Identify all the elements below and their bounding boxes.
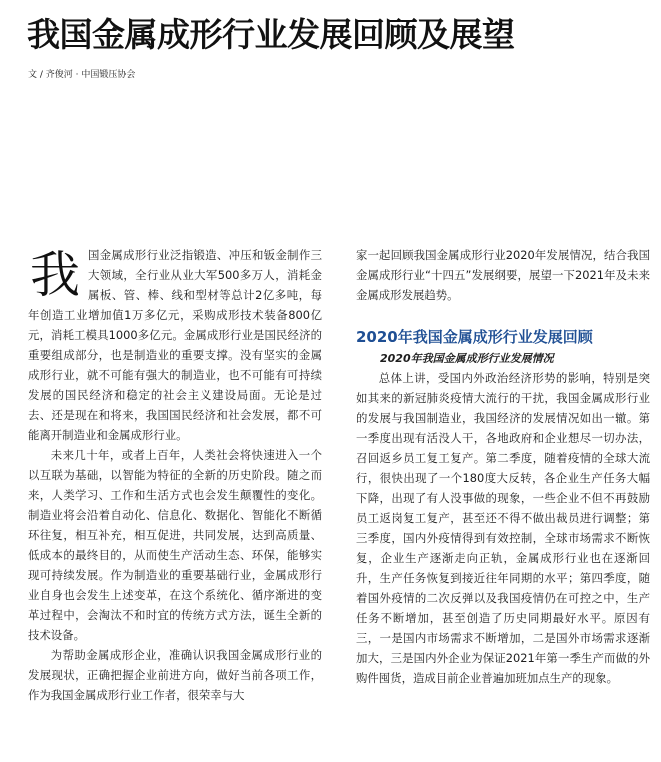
body-paragraph: 未来几十年，或者上百年，人类社会将快速进入一个以互联为基础，以智能为特征的全新的历史阶段。随之而来，人类学习、工作和生活方式也会发生颠覆性的变化。制造业将会沿着自动化、信息化、数据化、智能化不断循环往复，相互补充，相互促进，共同发展，达到高质量、低成本的最终目的，从而使生产活动生态、环保，能够实现可持续发展。作为制造业的重要基础行业，金属成形行业自身也会发生上述变革，在这个系统化、循序渐进的变革过程中，会淘汰不和时宜的传统方式方法，诞生全新的技术设备。: [28, 448, 322, 642]
intro-paragraph: [28, 245, 322, 445]
body-paragraph: 为帮助金属成形企业，准确认识我国金属成形行业的发展现状，正确把握企业前进方向，做好当前各项工作，作为我国金属成形行业工作者，很荣幸与大: [28, 648, 322, 702]
sub-heading: 2020年我国金属成形行业发展情况: [380, 352, 554, 365]
right-column: [356, 245, 650, 688]
section-heading: 2020年我国金属成形行业发展回顾: [356, 328, 593, 346]
article-byline: 文 / 齐俊河 · 中国锻压协会: [28, 70, 136, 80]
body-paragraph: 总体上讲，受国内外政治经济形势的影响，特别是突如其来的新冠肺炎疫情大流行的干扰，我国金属成形行业的发展与我国制造业，我国经济的发展情况如出一辙。第一季度出现有活没人干，各地政府和企业想尽一切办法，召回返乡员工复工复产。第二季度，随着疫情的全球大流行，很快出现了一个180度大反转，各企业生产任务大幅下降，出现了有人没事做的现象，一些企业不但不再鼓励员工返岗复工复产，甚至还不得不做出裁员进行调整；第三季度，国内外疫情得到有效控制，全球市场需求不断恢复，企业生产逐渐走向正轨，金属成形行业也在逐渐回升，生产任务恢复到接近往年同期的水平；第四季度，随着国外疫情的二次反弹以及我国疫情仍在可控之中，生产任务不断增加，甚至创造了历史同期最好水平。原因有三，一是国内市场需求不断增加，二是国外市场需求逐渐加大，三是国内外企业为保证2021年第一季生产而做的外购件囤货，造成目前企业普遍加班加点生产的现象。: [356, 371, 650, 685]
intro-paragraph-text: 国金属成形行业泛指锻造、冲压和钣金制作三大领域，全行业从业大军500多万人，消耗金属板、管、棒、线和型材等总计2亿多吨，每年创造工业增加值1万多亿元，采购成形技术装备800亿元，消耗工模具1000多亿元。金属成形行业是国民经济的重要组成部分，也是制造业的重要支撑。没有坚实的金属成形行业，就不可能有强大的制造业，也不可能有可持续发展的国民经济和稳定的社会主义建设局面。无论是过去、还是现在和将来，我国国民经济和社会发展，都不可能离开制造业和金属成形行业。: [28, 248, 322, 442]
left-column: [28, 245, 322, 705]
article-title: 我国金属成形行业发展回顾及展望: [27, 15, 515, 54]
dropcap-character: 我: [30, 246, 80, 304]
continued-paragraph: 家一起回顾我国金属成形行业2020年发展情况，结合我国金属成形行业“十四五”发展纲要，展望一下2021年及未来金属成形发展趋势。: [356, 248, 650, 302]
